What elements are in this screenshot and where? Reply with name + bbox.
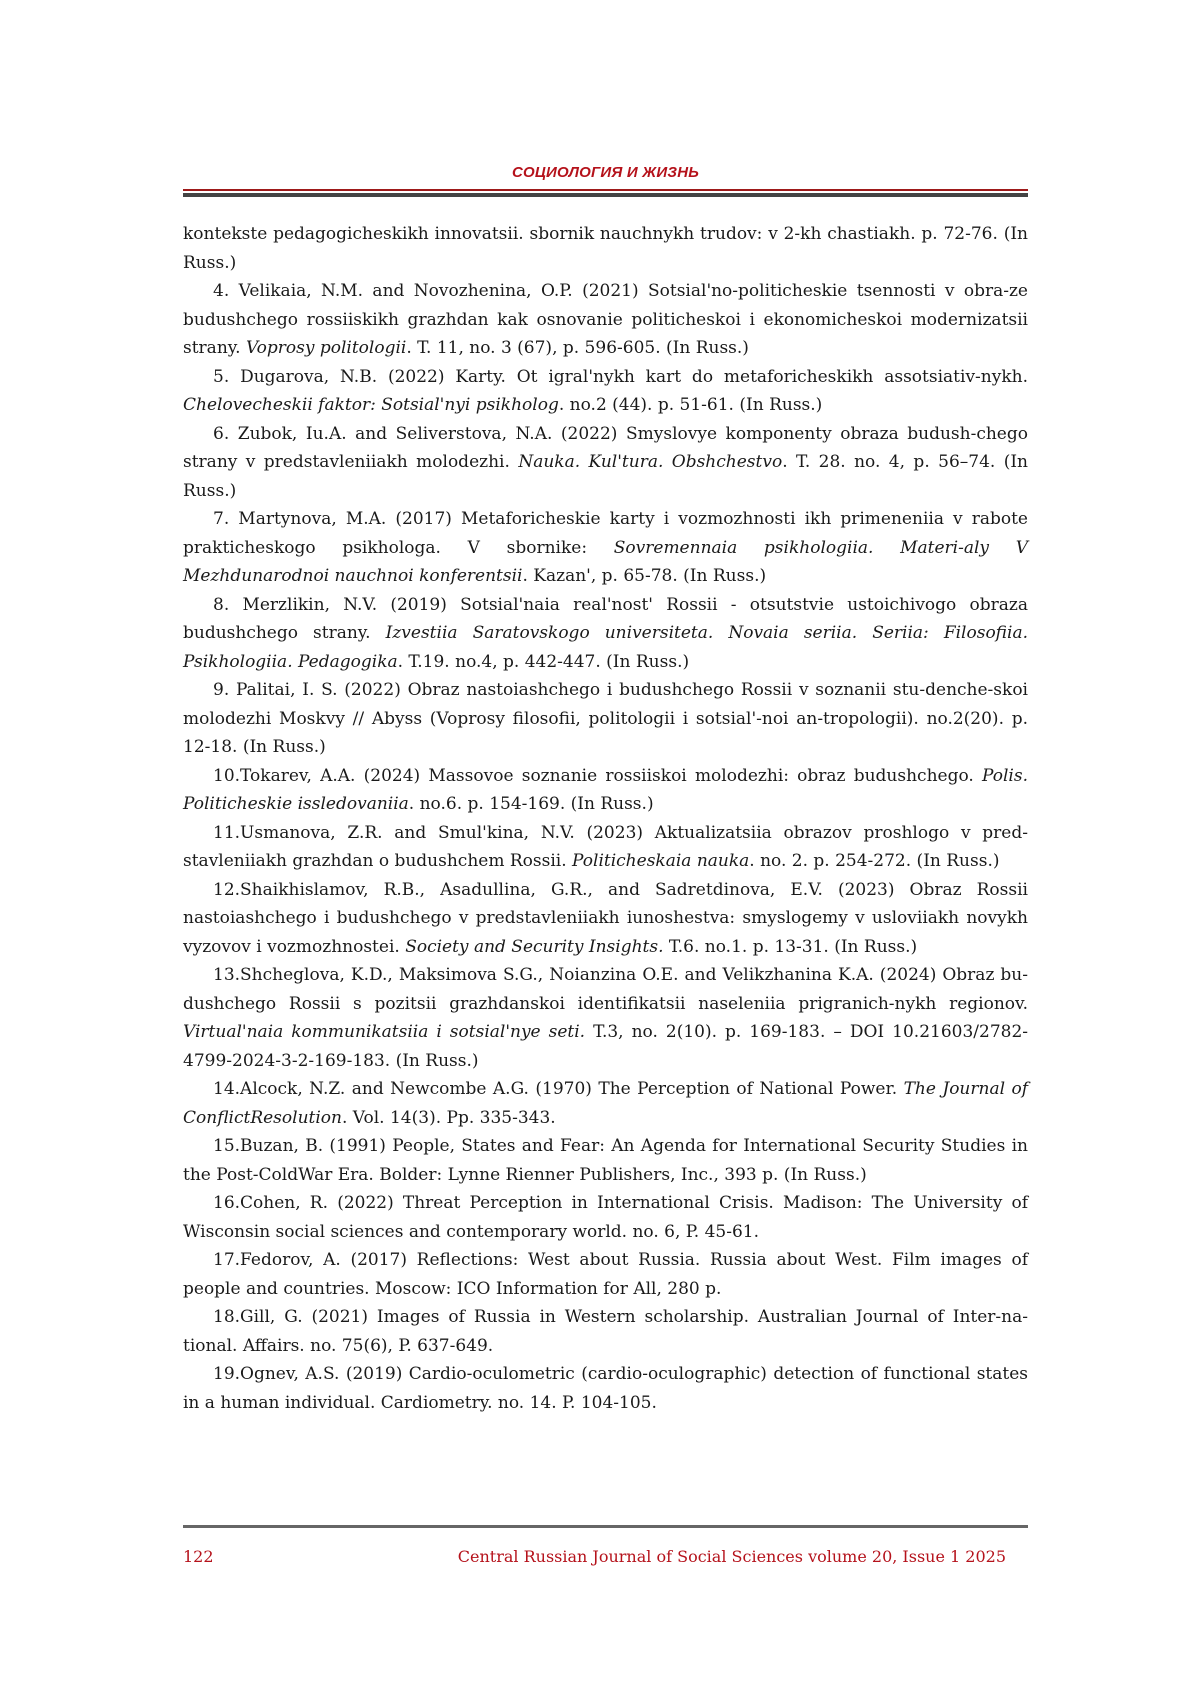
reference-source: Sovremennaia psikhologiia. Materi-aly V Mezhdunarodnoi nauchnoi konferentsii xyxy=(183,537,1029,586)
reference-source: Izvestiia Saratovskogo universiteta. Novaia seriia. Seriia: Filosofiia. Psikhologiia. Pedagogika xyxy=(183,623,1028,672)
reference-lead: 11.Usmanova, Z.R. and Smul'kina, N.V. (2023) Aktualizatsiia obrazov proshlogo v pred-stavleniiakh grazhdan o budushchem Rossii. xyxy=(183,822,1028,871)
reference-tail: . Kazan', p. 65-78. (In Russ.) xyxy=(522,566,767,586)
reference-lead: 7. Martynova, M.A. (2017) Metaforicheskie karty i vozmozhnosti ikh primeneniia v rabote prakticheskogo psikhologa. V sbornike: xyxy=(183,509,1028,558)
reference-text: kontekste pedagogicheskikh innovatsii. sbornik nauchnykh trudov: v 2-kh chastiakh. p. 72-76. (In Russ.) xyxy=(183,224,1028,273)
reference-list xyxy=(183,220,1028,1417)
page-number: 122 xyxy=(183,1547,214,1566)
reference-lead: 6. Zubok, Iu.A. and Seliverstova, N.A. (2022) Smyslovye komponenty obraza budush-chego strany v predstavleniiakh molodezhi. xyxy=(183,423,1028,472)
reference-item-10 xyxy=(183,762,1028,819)
reference-source: The Journal of ConflictResolution xyxy=(183,1079,1028,1128)
reference-tail: T.3, no. 2(10). p. 169-183. – DOI 10.21603/2782-4799-2024-3-2-169-183. (In Russ.) xyxy=(183,1022,1029,1071)
reference-tail: . no. 2. p. 254-272. (In Russ.) xyxy=(749,851,1000,871)
reference-tail: T.6. no.1. p. 13-31. (In Russ.) xyxy=(663,936,918,957)
reference-source: Voprosy politologii xyxy=(245,338,407,358)
reference-item-19 xyxy=(183,1360,1028,1417)
reference-lead: 17.Fedorov, A. (2017) Reflections: West about Russia. Russia about West. Film images of people and countries. Moscow: ICO Information for All, 280 p. xyxy=(183,1250,1028,1299)
reference-source: Politicheskaia nauka xyxy=(572,851,750,871)
reference-source: Virtual'naia kommunikatsiia i sotsial'nye seti. xyxy=(183,1022,586,1042)
reference-tail: . T.19. no.4, p. 442-447. (In Russ.) xyxy=(397,651,690,672)
reference-lead: 15.Buzan, B. (1991) People, States and Fear: An Agenda for International Security Studies in the Post-ColdWar Era. Bolder: Lynne Rienner Publishers, Inc., 393 p. (In Russ.) xyxy=(183,1136,1028,1185)
reference-lead: 14.Alcock, N.Z. and Newcombe A.G. (1970) The Perception of National Power. xyxy=(213,1079,898,1099)
reference-lead: 10.Tokarev, A.A. (2024) Massovoe soznanie rossiiskoi molodezhi: obraz budushchego. xyxy=(213,765,974,786)
reference-lead: 13.Shcheglova, K.D., Maksimova S.G., Noianzina O.E. and Velikzhanina K.A. (2024) Obraz bu-dushchego Rossii s pozitsii grazhdanskoi identifikatsii naseleniia prigranich-nykh regionov. xyxy=(183,965,1028,1014)
reference-lead: 5. Dugarova, N.B. (2022) Karty. Ot igral'nykh kart do metaforicheskikh assotsiativ-nykh. xyxy=(213,366,1028,387)
reference-lead: 18.Gill, G. (2021) Images of Russia in Western scholarship. Australian Journal of Inter-na-tional. Affairs. no. 75(6), P. 637-649. xyxy=(183,1307,1028,1356)
reference-item-continuation xyxy=(183,220,1028,277)
header-rule-red xyxy=(183,189,1028,191)
header-rule-dark xyxy=(183,193,1028,197)
reference-item-16 xyxy=(183,1189,1028,1246)
reference-lead: 12.Shaikhislamov, R.B., Asadullina, G.R., and Sadretdinova, E.V. (2023) Obraz Rossii nastoiashchego i budushchego v predstavleniiakh iunoshestva: smyslogemy v usloviiakh novykh vyzovov i vozmozhnostei. xyxy=(183,879,1028,957)
reference-item-17 xyxy=(183,1246,1028,1303)
reference-lead: 19.Ognev, A.S. (2019) Cardio-oculometric (cardio-oculographic) detection of functional states in a human individual. Cardiometry. no. 14. P. 104-105. xyxy=(183,1364,1028,1413)
reference-lead: 8. Merzlikin, N.V. (2019) Sotsial'naia real'nost' Rossii - otsutstvie ustoichivogo obraza budushchego strany. xyxy=(183,594,1028,643)
reference-item-12 xyxy=(183,876,1028,962)
reference-tail: . T. 11, no. 3 (67), p. 596-605. (In Russ.) xyxy=(406,338,749,358)
reference-source: Chelovecheskii faktor: Sotsial'nyi psikholog xyxy=(183,395,559,415)
reference-item-7 xyxy=(183,505,1028,591)
reference-item-11 xyxy=(183,819,1028,876)
reference-source: Polis. Politicheskie issledovaniia xyxy=(183,765,1029,814)
reference-item-4 xyxy=(183,277,1028,363)
reference-item-9 xyxy=(183,676,1028,762)
journal-title: Central Russian Journal of Social Sciences volume 20, Issue 1 2025 xyxy=(457,1547,1006,1566)
reference-item-6 xyxy=(183,420,1028,506)
reference-lead: 9. Palitai, I. S. (2022) Obraz nastoiashchego i budushchego Rossii v soznanii stu-denche-skoi molodezhi Moskvy // Abyss (Voprosy filosofii, politologii i sotsial'-noi an-tropologii). no.2(20). p. 12-18. (In Russ.) xyxy=(183,680,1028,757)
reference-tail: . no.2 (44). p. 51-61. (In Russ.) xyxy=(558,395,823,415)
running-title: СОЦИОЛОГИЯ И ЖИЗНЬ xyxy=(511,164,700,181)
reference-item-18 xyxy=(183,1303,1028,1360)
reference-item-5 xyxy=(183,363,1028,420)
footer-rule xyxy=(183,1525,1028,1528)
reference-tail: . no.6. p. 154-169. (In Russ.) xyxy=(408,794,654,814)
reference-source: Nauka. Kul'tura. Obshchestvo xyxy=(518,452,783,472)
reference-item-14 xyxy=(183,1075,1028,1132)
reference-tail: . Vol. 14(3). Pp. 335-343. xyxy=(341,1107,556,1128)
reference-lead: 4. Velikaia, N.M. and Novozhenina, O.P. (2021) Sotsial'no-politicheskie tsennosti v obra-ze budushchego rossiiskikh grazhdan kak osnovanie politicheskoi i ekonomicheskoi modernizatsii strany. xyxy=(183,281,1028,358)
reference-item-13 xyxy=(183,961,1028,1075)
reference-item-8 xyxy=(183,591,1028,677)
reference-item-15 xyxy=(183,1132,1028,1189)
reference-tail: . T. 28. no. 4, p. 56–74. (In Russ.) xyxy=(183,452,1029,501)
reference-lead: 16.Cohen, R. (2022) Threat Perception in International Crisis. Madison: The University of Wisconsin social sciences and contemporary world. no. 6, P. 45-61. xyxy=(183,1193,1028,1242)
reference-source: Society and Security Insights. xyxy=(405,936,664,957)
